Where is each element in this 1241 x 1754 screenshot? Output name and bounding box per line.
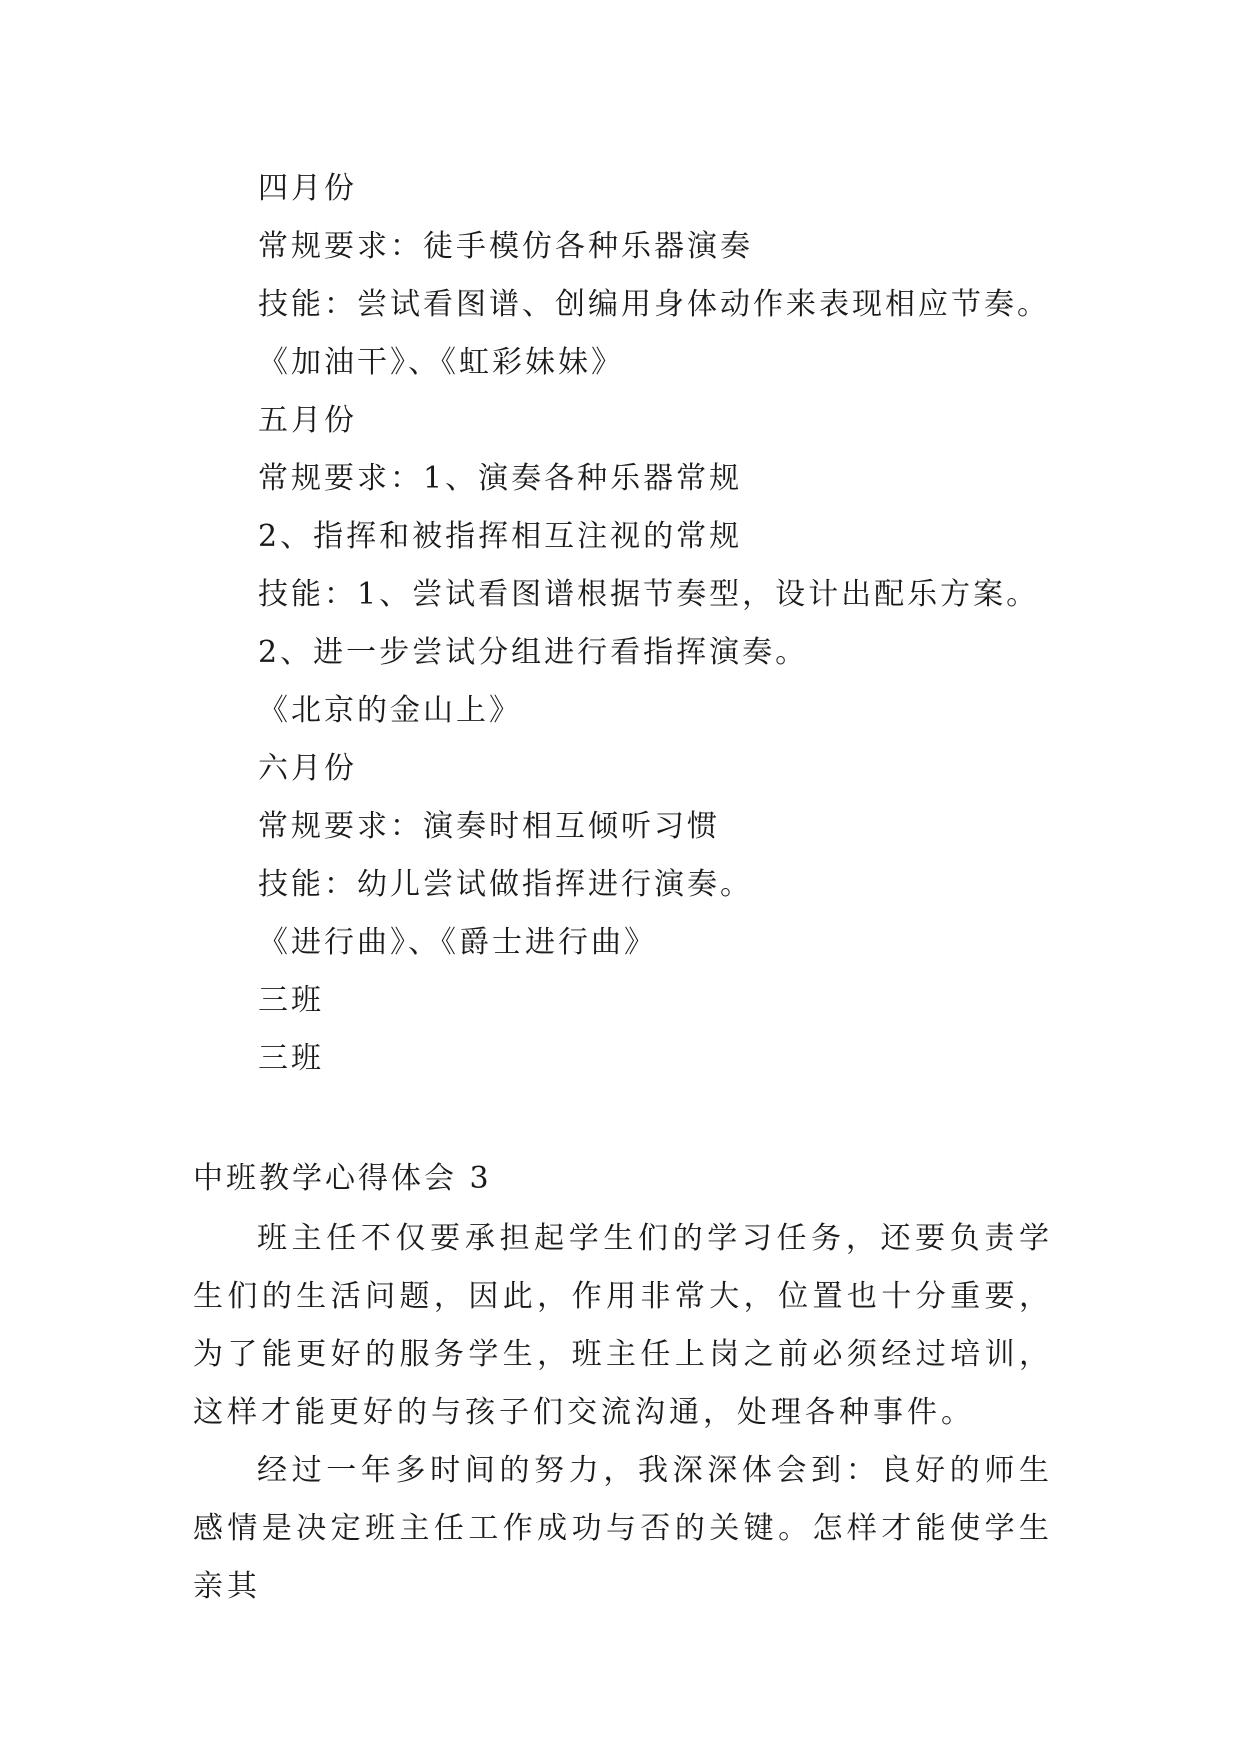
section-title: 中班教学心得体会 3 (193, 1161, 492, 1196)
routine-requirement-line: 常规要求：1、演奏各种乐器常规 (258, 461, 743, 496)
class-label: 三班 (258, 983, 324, 1018)
monthly-plan-list (258, 160, 1158, 1088)
class-label: 三班 (258, 1041, 324, 1076)
song-titles-line: 《北京的金山上》 (258, 693, 522, 728)
skill-line: 技能：幼儿尝试做指挥进行演奏。 (258, 867, 753, 902)
month-heading-june: 六月份 (258, 751, 357, 786)
skill-line: 2、进一步尝试分组进行看指挥演奏。 (258, 635, 809, 670)
song-titles-line: 《加油干》、《虹彩妹妹》 (258, 345, 624, 380)
routine-requirement-line: 2、指挥和被指挥相互注视的常规 (258, 519, 743, 554)
routine-requirement-line: 常规要求：徒手模仿各种乐器演奏 (258, 229, 753, 264)
body-text (193, 1210, 1053, 1616)
paragraph: 经过一年多时间的努力，我深深体会到：良好的师生感情是决定班主任工作成功与否的关键。怎样才能使学生亲其 (193, 1453, 1053, 1604)
month-heading-april: 四月份 (258, 171, 357, 206)
month-heading-may: 五月份 (258, 403, 357, 438)
paragraph: 班主任不仅要承担起学生们的学习任务，还要负责学生们的生活问题，因此，作用非常大，位置也十分重要，为了能更好的服务学生，班主任上岗之前必须经过培训，这样才能更好的与孩子们交流沟通，处理各种事件。 (193, 1221, 1053, 1430)
skill-line: 技能：1、尝试看图谱根据节奏型，设计出配乐方案。 (258, 577, 1040, 612)
skill-line: 技能：尝试看图谱、创编用身体动作来表现相应节奏。 (258, 287, 1050, 322)
song-titles-line: 《进行曲》、《爵士进行曲》 (258, 925, 657, 960)
routine-requirement-line: 常规要求：演奏时相互倾听习惯 (258, 809, 720, 844)
